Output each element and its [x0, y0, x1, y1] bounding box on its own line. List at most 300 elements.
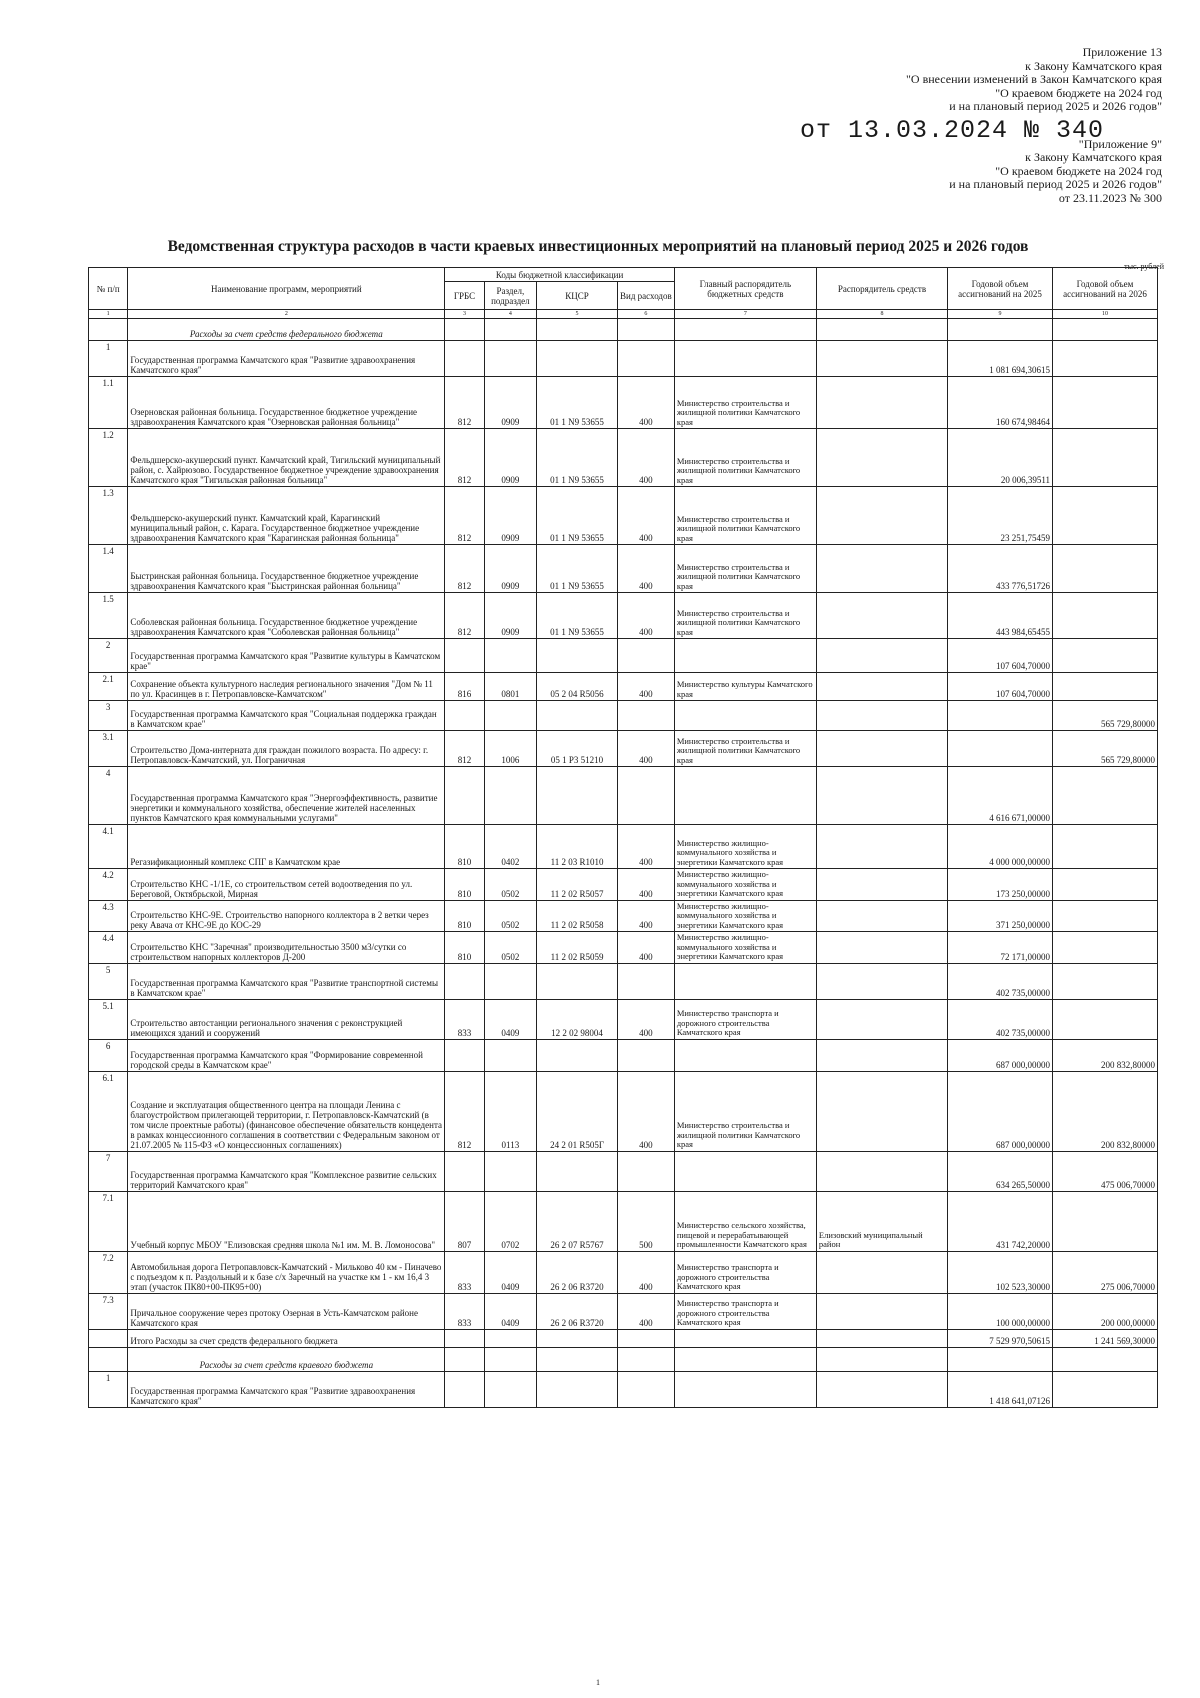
- row-grbs: 810: [445, 900, 484, 932]
- row-name: Строительство автостанции регионального значения с реконструкцией имеющихся зданий и сооружений: [128, 999, 445, 1039]
- row-kcsr: [537, 639, 618, 673]
- col-header-2025: Годовой объем ассигнований на 2025: [948, 268, 1053, 310]
- row-main-admin: Министерство строительства и жилищной политики Камчатского края: [674, 593, 816, 639]
- row-razdel: 0409: [484, 999, 536, 1039]
- row-amount-2026: [1052, 1371, 1157, 1407]
- total-row: [89, 1329, 1158, 1347]
- table-row: [89, 731, 1158, 767]
- row-admin: [816, 673, 947, 701]
- table-row: [89, 825, 1158, 869]
- row-admin: [816, 639, 947, 673]
- row-number: 5: [89, 963, 128, 999]
- row-grbs: [445, 767, 484, 825]
- table-row: [89, 701, 1158, 731]
- row-number: 1.3: [89, 487, 128, 545]
- row-number: 7.1: [89, 1191, 128, 1251]
- row-number: 3: [89, 701, 128, 731]
- row-admin: [816, 1251, 947, 1293]
- row-vid: 500: [617, 1191, 674, 1251]
- row-grbs: [445, 1371, 484, 1407]
- row-admin: [816, 900, 947, 932]
- row-razdel: 0702: [484, 1191, 536, 1251]
- empty-cell: [816, 1347, 947, 1371]
- row-razdel: 0113: [484, 1071, 536, 1151]
- row-amount-2026: 475 006,70000: [1052, 1151, 1157, 1191]
- row-razdel: 0909: [484, 487, 536, 545]
- row-grbs: 810: [445, 825, 484, 869]
- col-header-admin: Распорядитель средств: [816, 268, 947, 310]
- row-name: Строительство КНС "Заречная" производительностью 3500 м3/сутки со строительством напорных коллекторов Д-200: [128, 932, 445, 964]
- row-number: 1: [89, 341, 128, 377]
- row-vid: 400: [617, 593, 674, 639]
- row-kcsr: 11 2 02 R5058: [537, 900, 618, 932]
- row-kcsr: 05 2 04 R5056: [537, 673, 618, 701]
- row-admin: [816, 377, 947, 429]
- total-label: Итого Расходы за счет средств федерального бюджета: [128, 1329, 445, 1347]
- row-amount-2025: 4 616 671,00000: [948, 767, 1053, 825]
- column-number: 6: [617, 310, 674, 319]
- row-vid: [617, 701, 674, 731]
- row-amount-2026: [1052, 545, 1157, 593]
- section-num-cell: [89, 1347, 128, 1371]
- row-number: 1: [89, 1371, 128, 1407]
- table-body: [89, 319, 1158, 1408]
- row-amount-2025: 4 000 000,00000: [948, 825, 1053, 869]
- section-row: [89, 319, 1158, 341]
- table-row: [89, 1251, 1158, 1293]
- row-amount-2025: 72 171,00000: [948, 932, 1053, 964]
- row-razdel: 0801: [484, 673, 536, 701]
- row-grbs: 812: [445, 545, 484, 593]
- row-amount-2026: [1052, 869, 1157, 901]
- row-amount-2025: 402 735,00000: [948, 963, 1053, 999]
- row-number: 2: [89, 639, 128, 673]
- row-vid: [617, 1371, 674, 1407]
- row-grbs: 812: [445, 429, 484, 487]
- row-vid: 400: [617, 673, 674, 701]
- row-number: 7: [89, 1151, 128, 1191]
- empty-cell: [484, 1329, 536, 1347]
- row-amount-2025: 687 000,00000: [948, 1071, 1053, 1151]
- table-row: [89, 1293, 1158, 1329]
- row-admin: [816, 1371, 947, 1407]
- section-title: Расходы за счет средств федерального бюджета: [128, 319, 445, 341]
- row-kcsr: [537, 701, 618, 731]
- row-admin: [816, 767, 947, 825]
- section-title: Расходы за счет средств краевого бюджета: [128, 1347, 445, 1371]
- row-name: Государственная программа Камчатского края "Социальная поддержка граждан в Камчатском крае": [128, 701, 445, 731]
- column-number: 8: [816, 310, 947, 319]
- expenditure-table: [88, 267, 1158, 1408]
- row-name: Автомобильная дорога Петропавловск-Камчатский - Мильково 40 км - Пиначево с подъездом к п. Раздольный и к базе с/х Заречный на участке км 1 - км 16,4 3 этап (участок ПК80+00-ПК95+00): [128, 1251, 445, 1293]
- row-admin: [816, 701, 947, 731]
- row-amount-2025: 23 251,75459: [948, 487, 1053, 545]
- row-vid: 400: [617, 932, 674, 964]
- row-name: Строительство КНС -1/1Е, со строительством сетей водоотведения по ул. Береговой, Октябрьской, Мирная: [128, 869, 445, 901]
- section-row: [89, 1347, 1158, 1371]
- row-main-admin: Министерство транспорта и дорожного строительства Камчатского края: [674, 1293, 816, 1329]
- row-name: Регазификационный комплекс СПГ в Камчатском крае: [128, 825, 445, 869]
- row-amount-2026: 200 832,80000: [1052, 1071, 1157, 1151]
- empty-cell: [948, 319, 1053, 341]
- empty-cell: [1052, 1347, 1157, 1371]
- attach-line: "Приложение 9": [1078, 136, 1162, 151]
- row-admin: [816, 932, 947, 964]
- row-kcsr: 26 2 06 R3720: [537, 1251, 618, 1293]
- header-line: и на плановый период 2025 и 2026 годов": [949, 99, 1162, 113]
- page-number: 1: [596, 1678, 600, 1687]
- row-main-admin: Министерство культуры Камчатского края: [674, 673, 816, 701]
- row-main-admin: Министерство строительства и жилищной политики Камчатского края: [674, 545, 816, 593]
- row-name: Фельдшерско-акушерский пункт. Камчатский край, Тигильский муниципальный район, с. Хайрюзово. Государственное бюджетное учреждение здравоохранения Камчатского края "Тигильская районная больница": [128, 429, 445, 487]
- row-razdel: [484, 1371, 536, 1407]
- empty-cell: [537, 1329, 618, 1347]
- row-name: Соболевская районная больница. Государственное бюджетное учреждение здравоохранения Камчатского края "Соболевская районная больница": [128, 593, 445, 639]
- row-admin: [816, 731, 947, 767]
- table-row: [89, 487, 1158, 545]
- row-amount-2026: 565 729,80000: [1052, 701, 1157, 731]
- row-name: Государственная программа Камчатского края "Развитие здравоохранения Камчатского края": [128, 1371, 445, 1407]
- row-grbs: 812: [445, 593, 484, 639]
- row-admin: [816, 1293, 947, 1329]
- row-vid: [617, 1151, 674, 1191]
- table-row: [89, 767, 1158, 825]
- row-main-admin: [674, 639, 816, 673]
- row-amount-2025: 402 735,00000: [948, 999, 1053, 1039]
- row-amount-2025: 687 000,00000: [948, 1039, 1053, 1071]
- row-razdel: 0909: [484, 593, 536, 639]
- row-amount-2025: 634 265,50000: [948, 1151, 1053, 1191]
- row-kcsr: [537, 963, 618, 999]
- row-main-admin: [674, 767, 816, 825]
- total-amount-2026: 1 241 569,30000: [1052, 1329, 1157, 1347]
- row-vid: 400: [617, 377, 674, 429]
- row-vid: [617, 963, 674, 999]
- table-row: [89, 429, 1158, 487]
- row-grbs: 833: [445, 999, 484, 1039]
- row-kcsr: [537, 1039, 618, 1071]
- section-num-cell: [89, 319, 128, 341]
- row-grbs: 812: [445, 487, 484, 545]
- row-amount-2026: 275 006,70000: [1052, 1251, 1157, 1293]
- row-kcsr: 26 2 06 R3720: [537, 1293, 618, 1329]
- row-main-admin: Министерство жилищно-коммунального хозяйства и энергетики Камчатского края: [674, 869, 816, 901]
- row-amount-2026: [1052, 963, 1157, 999]
- row-admin: [816, 487, 947, 545]
- row-razdel: [484, 1151, 536, 1191]
- row-kcsr: 05 1 P3 51210: [537, 731, 618, 767]
- column-number: 3: [445, 310, 484, 319]
- row-name: Сохранение объекта культурного наследия регионального значения "Дом № 11 по ул. Красинцев в г. Петропавловске-Камчатском": [128, 673, 445, 701]
- row-grbs: 833: [445, 1293, 484, 1329]
- row-admin: [816, 1151, 947, 1191]
- row-admin: [816, 963, 947, 999]
- column-number-row: [89, 310, 1158, 319]
- col-header-kcsr: КЦСР: [537, 282, 618, 310]
- header-line: Приложение 13: [1082, 45, 1162, 59]
- row-vid: 400: [617, 429, 674, 487]
- row-kcsr: [537, 341, 618, 377]
- col-header-2026: Годовой объем ассигнований на 2026: [1052, 268, 1157, 310]
- row-name: Строительство Дома-интерната для граждан пожилого возраста. По адресу: г. Петропавловск-Камчатский, ул. Пограничная: [128, 731, 445, 767]
- row-admin: [816, 341, 947, 377]
- row-amount-2025: 431 742,20000: [948, 1191, 1053, 1251]
- row-main-admin: Министерство транспорта и дорожного строительства Камчатского края: [674, 999, 816, 1039]
- row-admin: [816, 429, 947, 487]
- row-main-admin: Министерство строительства и жилищной политики Камчатского края: [674, 487, 816, 545]
- row-grbs: 833: [445, 1251, 484, 1293]
- table-row: [89, 341, 1158, 377]
- col-header-grbs: ГРБС: [445, 282, 484, 310]
- row-kcsr: 01 1 N9 53655: [537, 377, 618, 429]
- row-amount-2026: 200 000,00000: [1052, 1293, 1157, 1329]
- row-amount-2025: 107 604,70000: [948, 673, 1053, 701]
- row-razdel: 0402: [484, 825, 536, 869]
- table-row: [89, 639, 1158, 673]
- row-amount-2026: [1052, 1191, 1157, 1251]
- row-admin: [816, 545, 947, 593]
- table-row: [89, 999, 1158, 1039]
- row-main-admin: Министерство строительства и жилищной политики Камчатского края: [674, 377, 816, 429]
- header-line: "О краевом бюджете на 2024 год: [995, 85, 1162, 100]
- col-header-num: № п/п: [89, 268, 128, 310]
- row-kcsr: 11 2 02 R5057: [537, 869, 618, 901]
- row-razdel: 0409: [484, 1293, 536, 1329]
- row-vid: [617, 639, 674, 673]
- row-razdel: 0409: [484, 1251, 536, 1293]
- row-number: 1.2: [89, 429, 128, 487]
- row-kcsr: 26 2 07 R5767: [537, 1191, 618, 1251]
- header-line: к Закону Камчатского края: [1025, 58, 1162, 73]
- row-number: 4.1: [89, 825, 128, 869]
- row-number: 4.2: [89, 869, 128, 901]
- row-amount-2026: [1052, 767, 1157, 825]
- row-kcsr: 01 1 N9 53655: [537, 545, 618, 593]
- row-name: Быстринская районная больница. Государственное бюджетное учреждение здравоохранения Камчатского края "Быстринская районная больница": [128, 545, 445, 593]
- units-label: тыс. рублей: [1124, 262, 1164, 271]
- row-admin: [816, 1071, 947, 1151]
- empty-cell: [484, 319, 536, 341]
- row-number: 1.5: [89, 593, 128, 639]
- stamp-date-number: от 13.03.2024 № 340: [799, 115, 1104, 145]
- row-main-admin: [674, 341, 816, 377]
- col-header-codes: Коды бюджетной классификации: [445, 268, 675, 282]
- row-amount-2025: 371 250,00000: [948, 900, 1053, 932]
- row-number: 4.4: [89, 932, 128, 964]
- row-razdel: [484, 639, 536, 673]
- row-grbs: 816: [445, 673, 484, 701]
- row-vid: 400: [617, 869, 674, 901]
- attach-line: от 23.11.2023 № 300: [1058, 190, 1162, 205]
- row-amount-2026: [1052, 999, 1157, 1039]
- row-amount-2026: [1052, 673, 1157, 701]
- row-amount-2026: [1052, 377, 1157, 429]
- row-razdel: 0502: [484, 900, 536, 932]
- row-kcsr: [537, 767, 618, 825]
- row-name: Государственная программа Камчатского края "Развитие транспортной системы в Камчатском крае": [128, 963, 445, 999]
- empty-cell: [816, 319, 947, 341]
- row-grbs: 812: [445, 1071, 484, 1151]
- row-grbs: 810: [445, 869, 484, 901]
- document-header: [800, 46, 1162, 205]
- column-number: 10: [1052, 310, 1157, 319]
- row-amount-2025: 1 418 641,07126: [948, 1371, 1053, 1407]
- row-razdel: 0909: [484, 429, 536, 487]
- attach-line: к Закону Камчатского края: [1025, 150, 1162, 164]
- row-name: Учебный корпус МБОУ "Елизовская средняя школа №1 им. М. В. Ломоносова": [128, 1191, 445, 1251]
- col-header-vid: Вид расходов: [617, 282, 674, 310]
- empty-cell: [674, 319, 816, 341]
- row-main-admin: Министерство жилищно-коммунального хозяйства и энергетики Камчатского края: [674, 900, 816, 932]
- table-row: [89, 1371, 1158, 1407]
- row-amount-2026: 565 729,80000: [1052, 731, 1157, 767]
- row-number: 4.3: [89, 900, 128, 932]
- row-number: 2.1: [89, 673, 128, 701]
- row-main-admin: [674, 701, 816, 731]
- empty-cell: [617, 1347, 674, 1371]
- attach-line: и на плановый период 2025 и 2026 годов": [949, 177, 1162, 191]
- table-row: [89, 869, 1158, 901]
- row-amount-2025: [948, 701, 1053, 731]
- row-admin: [816, 869, 947, 901]
- column-number: 2: [128, 310, 445, 319]
- row-name: Государственная программа Камчатского края "Развитие культуры в Камчатском крае": [128, 639, 445, 673]
- row-kcsr: 01 1 N9 53655: [537, 487, 618, 545]
- row-kcsr: [537, 1151, 618, 1191]
- row-grbs: 810: [445, 932, 484, 964]
- row-kcsr: 24 2 01 R505Г: [537, 1071, 618, 1151]
- row-razdel: [484, 341, 536, 377]
- total-amount-2025: 7 529 970,50615: [948, 1329, 1053, 1347]
- table-row: [89, 963, 1158, 999]
- row-number: 7.2: [89, 1251, 128, 1293]
- row-number: 1.1: [89, 377, 128, 429]
- row-grbs: [445, 639, 484, 673]
- empty-cell: [816, 1329, 947, 1347]
- row-amount-2026: 200 832,80000: [1052, 1039, 1157, 1071]
- row-grbs: [445, 1151, 484, 1191]
- row-grbs: [445, 701, 484, 731]
- row-kcsr: [537, 1371, 618, 1407]
- column-number: 4: [484, 310, 536, 319]
- row-main-admin: Министерство строительства и жилищной политики Камчатского края: [674, 731, 816, 767]
- row-vid: 400: [617, 825, 674, 869]
- col-header-name: Наименование программ, мероприятий: [128, 268, 445, 310]
- row-admin: [816, 999, 947, 1039]
- row-main-admin: [674, 1371, 816, 1407]
- total-num-cell: [89, 1329, 128, 1347]
- row-amount-2025: 173 250,00000: [948, 869, 1053, 901]
- row-vid: 400: [617, 487, 674, 545]
- empty-cell: [617, 319, 674, 341]
- row-vid: 400: [617, 1293, 674, 1329]
- row-amount-2025: [948, 731, 1053, 767]
- row-amount-2025: 107 604,70000: [948, 639, 1053, 673]
- row-grbs: 812: [445, 377, 484, 429]
- row-grbs: 807: [445, 1191, 484, 1251]
- row-amount-2025: 102 523,30000: [948, 1251, 1053, 1293]
- row-main-admin: Министерство сельского хозяйства, пищевой и перерабатывающей промышленности Камчатского края: [674, 1191, 816, 1251]
- row-kcsr: 11 2 02 R5059: [537, 932, 618, 964]
- row-main-admin: Министерство строительства и жилищной политики Камчатского края: [674, 429, 816, 487]
- row-amount-2026: [1052, 429, 1157, 487]
- column-number: 5: [537, 310, 618, 319]
- row-vid: [617, 341, 674, 377]
- row-kcsr: 01 1 N9 53655: [537, 593, 618, 639]
- row-main-admin: [674, 1151, 816, 1191]
- row-amount-2025: 443 984,65455: [948, 593, 1053, 639]
- row-razdel: 0909: [484, 377, 536, 429]
- empty-cell: [537, 319, 618, 341]
- row-admin: [816, 593, 947, 639]
- row-grbs: 812: [445, 731, 484, 767]
- row-main-admin: [674, 1039, 816, 1071]
- row-number: 7.3: [89, 1293, 128, 1329]
- empty-cell: [445, 1329, 484, 1347]
- row-vid: [617, 1039, 674, 1071]
- table-row: [89, 900, 1158, 932]
- row-amount-2025: 100 000,00000: [948, 1293, 1053, 1329]
- row-number: 3.1: [89, 731, 128, 767]
- row-amount-2026: [1052, 932, 1157, 964]
- empty-cell: [484, 1347, 536, 1371]
- empty-cell: [537, 1347, 618, 1371]
- row-razdel: 1006: [484, 731, 536, 767]
- row-vid: 400: [617, 999, 674, 1039]
- row-main-admin: Министерство жилищно-коммунального хозяйства и энергетики Камчатского края: [674, 825, 816, 869]
- row-name: Государственная программа Камчатского края "Формирование современной городской среды в Камчатском крае": [128, 1039, 445, 1071]
- row-razdel: [484, 701, 536, 731]
- row-kcsr: 01 1 N9 53655: [537, 429, 618, 487]
- empty-cell: [445, 1347, 484, 1371]
- row-kcsr: 12 2 02 98004: [537, 999, 618, 1039]
- table-row: [89, 545, 1158, 593]
- row-grbs: [445, 1039, 484, 1071]
- row-admin: [816, 825, 947, 869]
- table-row: [89, 377, 1158, 429]
- row-grbs: [445, 341, 484, 377]
- row-number: 1.4: [89, 545, 128, 593]
- row-number: 6: [89, 1039, 128, 1071]
- empty-cell: [674, 1347, 816, 1371]
- col-header-razdel: Раздел, подраздел: [484, 282, 536, 310]
- row-razdel: 0909: [484, 545, 536, 593]
- row-name: Государственная программа Камчатского края "Комплексное развитие сельских территорий Камчатского края": [128, 1151, 445, 1191]
- row-amount-2026: [1052, 487, 1157, 545]
- row-main-admin: Министерство строительства и жилищной политики Камчатского края: [674, 1071, 816, 1151]
- empty-cell: [1052, 319, 1157, 341]
- row-razdel: 0502: [484, 869, 536, 901]
- row-vid: 400: [617, 1071, 674, 1151]
- row-number: 5.1: [89, 999, 128, 1039]
- attach-line: "О краевом бюджете на 2024 год: [995, 163, 1162, 178]
- row-vid: 400: [617, 545, 674, 593]
- row-main-admin: Министерство транспорта и дорожного строительства Камчатского края: [674, 1251, 816, 1293]
- empty-cell: [445, 319, 484, 341]
- row-vid: 400: [617, 900, 674, 932]
- row-amount-2025: 20 006,39511: [948, 429, 1053, 487]
- empty-cell: [674, 1329, 816, 1347]
- column-number: 7: [674, 310, 816, 319]
- row-vid: [617, 767, 674, 825]
- row-name: Строительство КНС-9Е. Строительство напорного коллектора в 2 ветки через реку Авача от КНС-9Е до КОС-29: [128, 900, 445, 932]
- empty-cell: [617, 1329, 674, 1347]
- row-name: Создание и эксплуатация общественного центра на площади Ленина с благоустройством прилегающей территории, г. Петропавловск-Камчатский (в том числе проектные работы) (финансовое обеспечение обязательств концедента в рамках концессионного соглашения в соответствии с Федеральным законом от 21.07.2005 № 115-ФЗ «О концессионных соглашениях): [128, 1071, 445, 1151]
- row-amount-2026: [1052, 341, 1157, 377]
- row-amount-2025: 433 776,51726: [948, 545, 1053, 593]
- table-row: [89, 1039, 1158, 1071]
- row-vid: 400: [617, 1251, 674, 1293]
